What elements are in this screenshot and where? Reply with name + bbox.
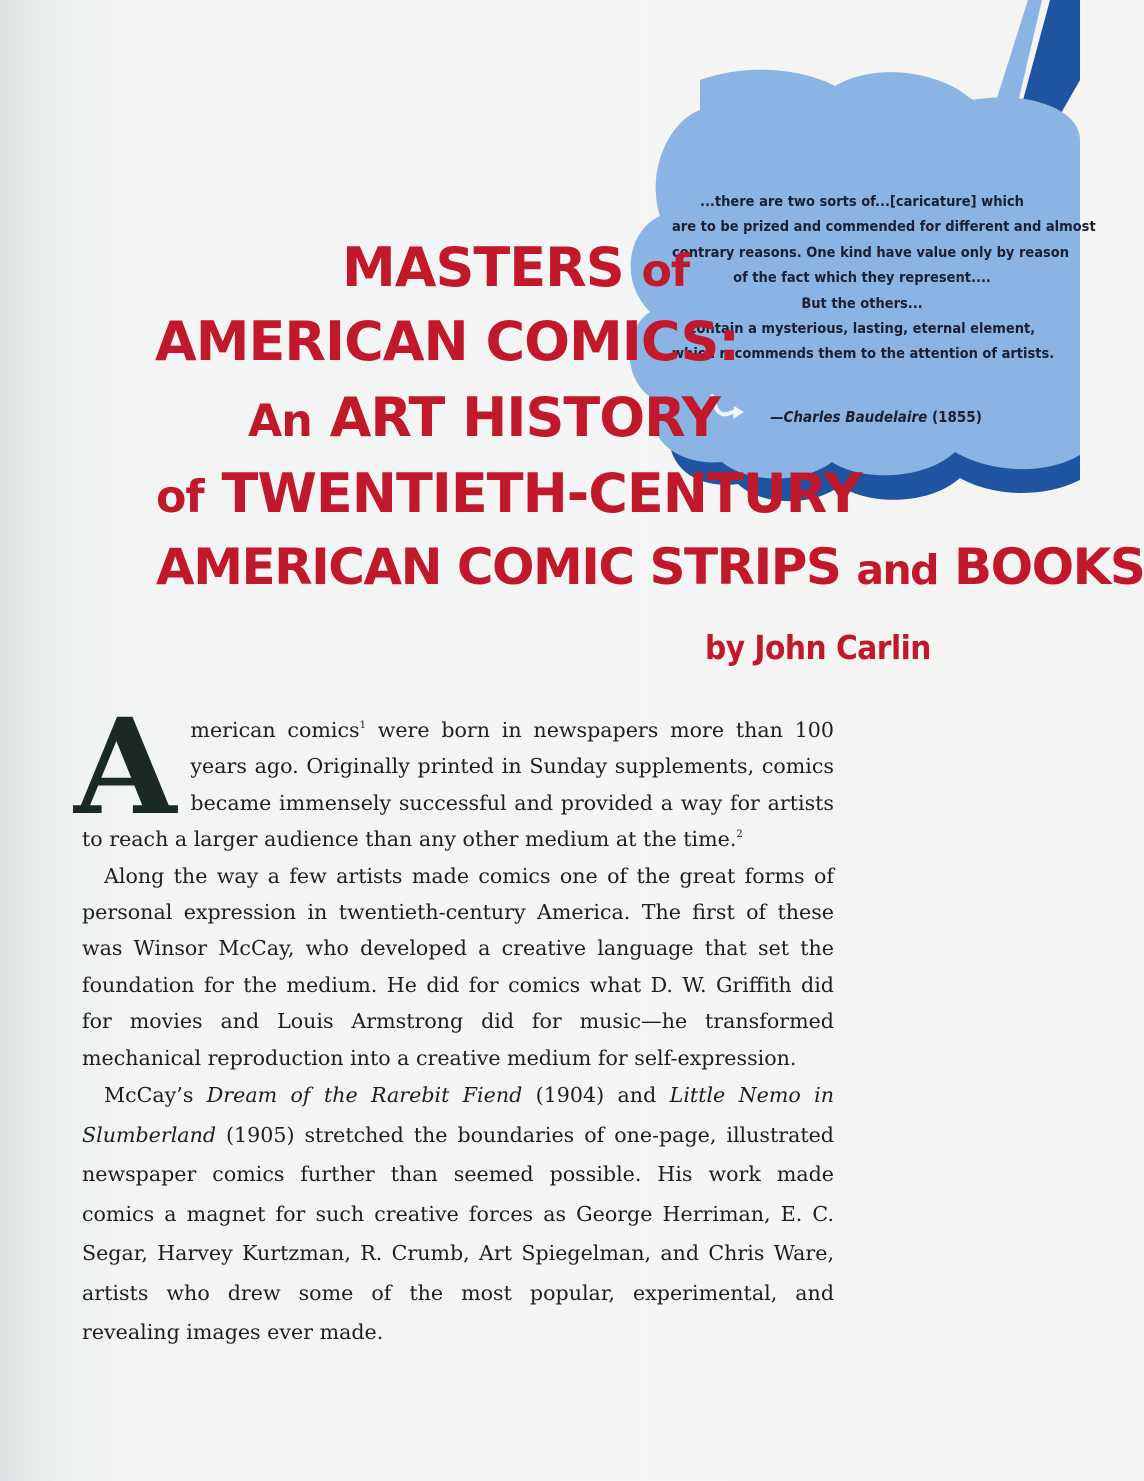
title-art-history: ART HISTORY (329, 386, 720, 449)
footnote-ref-1[interactable]: 1 (359, 720, 366, 731)
title-line-2: AMERICAN COMICS: (155, 310, 739, 373)
p3-text-c: (1905) stretched the boundaries of one-page, illustrated newspaper comics further than seemed possible. His work made comics a magnet for such creative forces as George Herriman, E. C. Segar, Harvey Kurtzman, R. Crumb, Art Spiegelman, and Chris Ware, artists who drew some of the most popular, experimental, and revealing images ever made. (82, 1122, 834, 1345)
p1-text-b: were born in newspapers more than 100 years ago. Originally printed in Sunday supplements, comics became immensely successful and provided a way for artists to reach a larger audience than any other medium at the time. (82, 718, 834, 852)
title-little-nemo: Little Nemo in Slumberland (82, 1083, 834, 1147)
paragraph-1 (74, 690, 834, 858)
attribution-dash: — (770, 408, 784, 426)
drop-cap: A (74, 690, 177, 845)
paragraph-3 (82, 1076, 834, 1353)
p1-text-a: merican comics (190, 718, 360, 742)
quote-line: of the fact which they represent.... (733, 270, 991, 287)
title-line-1 (342, 236, 689, 299)
title-of-2: of (156, 472, 204, 523)
title-line-4 (156, 462, 861, 525)
footnote-ref-2[interactable]: 2 (736, 829, 743, 841)
attribution-name: Charles Baudelaire (783, 408, 928, 426)
title-line-3 (248, 386, 720, 449)
title-twentieth-century: TWENTIETH-CENTURY (221, 462, 862, 525)
title-an: An (248, 396, 312, 447)
title-of-1: of (641, 246, 690, 297)
quote-line: contain a mysterious, lasting, eternal element, (688, 321, 1036, 338)
quote-line: which recommends them to the attention of artists. (672, 346, 1055, 363)
quote-line: ...there are two sorts of...[caricature] which (700, 194, 1024, 210)
title-rarebit-fiend: Dream of the Rarebit Fiend (206, 1083, 523, 1108)
article-body (74, 690, 834, 1353)
title-masters: MASTERS (342, 236, 624, 299)
quote-line: are to be prized and commended for different and almost (672, 219, 1096, 236)
title-and: and (856, 546, 939, 594)
attribution-year: (1855) (931, 408, 982, 426)
quote-attribution (770, 408, 982, 426)
paragraph-2: Along the way a few artists made comics one of the great forms of personal expression in twentieth-century America. The first of these was Winsor McCay, who developed a creative language that set the foundation for the medium. He did for comics what D. W. Griffith did for movies and Louis Armstrong did for music—he transformed mechanical reproduction into a creative medium for self-expression. (82, 863, 834, 1070)
quote-line: But the others... (801, 295, 923, 312)
title-line-5 (156, 538, 1144, 596)
p3-text-a: McCay’s (104, 1083, 207, 1108)
title-books: BOOKS (953, 538, 1144, 596)
title-american-comic-strips: AMERICAN COMIC STRIPS (156, 538, 841, 596)
quote-line: contrary reasons. One kind have value only by reason (672, 244, 1070, 261)
p3-text-b: (1904) and (522, 1083, 670, 1108)
byline: by John Carlin (705, 628, 931, 667)
